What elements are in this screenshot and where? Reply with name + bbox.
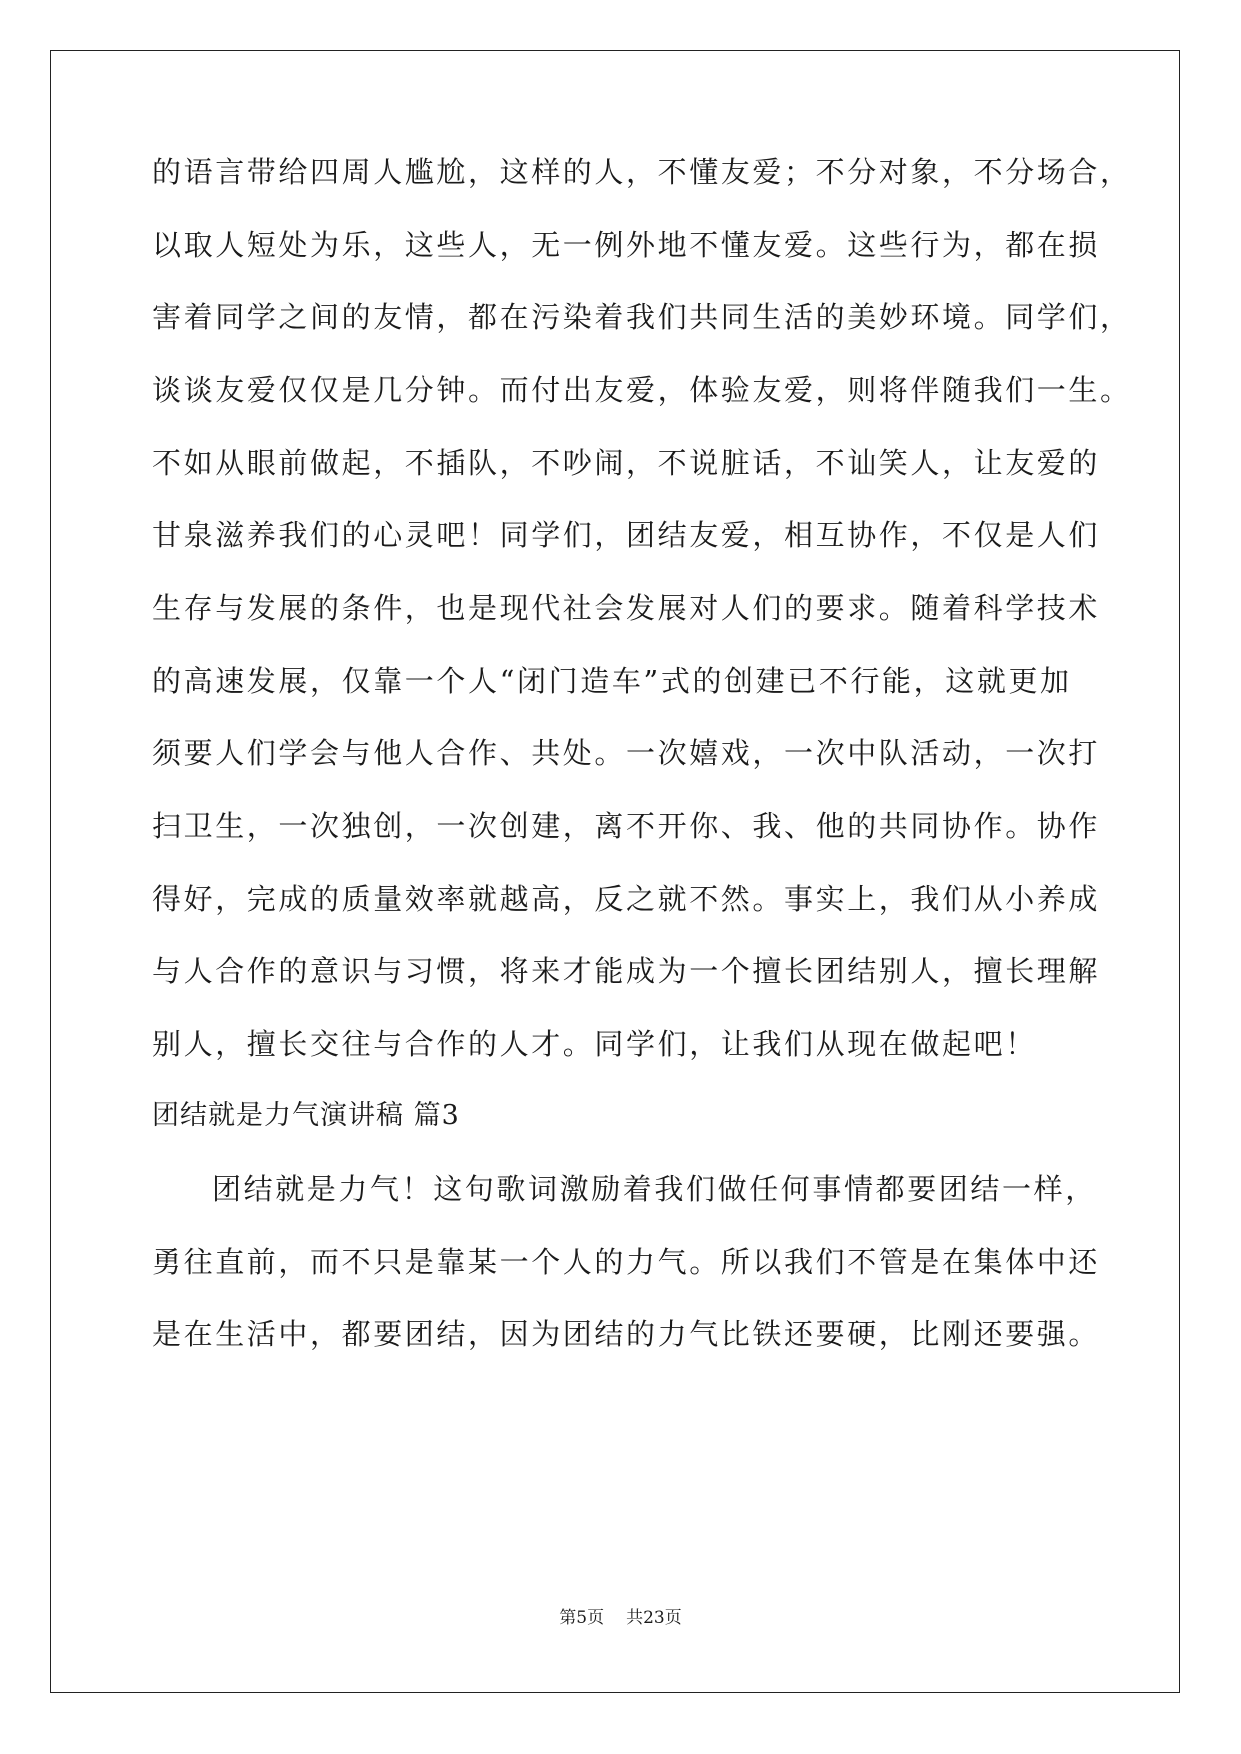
paragraph-line: 不如从眼前做起，不插队，不吵闹，不说脏话，不讪笑人，让友爱的 xyxy=(152,446,1101,480)
section-heading: 团结就是力气演讲稿 篇3 xyxy=(152,1100,460,1131)
paragraph-line: 须要人们学会与他人合作、共处。一次嬉戏，一次中队活动，一次打 xyxy=(152,736,1101,770)
paragraph-line: 与人合作的意识与习惯，将来才能成为一个擅长团结别人，擅长理解 xyxy=(152,954,1101,988)
paragraph-line: 得好，完成的质量效率就越高，反之就不然。事实上，我们从小养成 xyxy=(152,882,1101,916)
paragraph-line: 谈谈友爱仅仅是几分钟。而付出友爱，体验友爱，则将伴随我们一生。 xyxy=(152,373,1132,407)
page-number: 第5页 xyxy=(559,1608,605,1628)
paragraph-line: 甘泉滋养我们的心灵吧！同学们，团结友爱，相互协作，不仅是人们 xyxy=(152,518,1101,552)
paragraph-line: 以取人短处为乐，这些人，无一例外地不懂友爱。这些行为，都在损 xyxy=(152,228,1101,262)
paragraph-line: 的语言带给四周人尴尬，这样的人，不懂友爱；不分对象，不分场合， xyxy=(152,155,1132,189)
paragraph-line: 的高速发展，仅靠一个人“闭门造车”式的创建已不行能，这就更加 xyxy=(152,664,1072,698)
paragraph-line: 害着同学之间的友情，都在污染着我们共同生活的美妙环境。同学们， xyxy=(152,300,1132,334)
page-footer xyxy=(0,1610,1241,1627)
paragraph-line: 生存与发展的条件，也是现代社会发展对人们的要求。随着科学技术 xyxy=(152,591,1101,625)
page-total: 共23页 xyxy=(626,1608,682,1628)
page-frame xyxy=(50,50,1180,1693)
paragraph-line: 别人，擅长交往与合作的人才。同学们，让我们从现在做起吧！ xyxy=(152,1027,1037,1061)
paragraph-line: 勇往直前，而不只是靠某一个人的力气。所以我们不管是在集体中还 xyxy=(152,1245,1101,1279)
paragraph-line: 是在生活中，都要团结，因为团结的力气比铁还要硬，比刚还要强。 xyxy=(152,1317,1101,1351)
paragraph-line: 团结就是力气！这句歌词激励着我们做任何事情都要团结一样， xyxy=(212,1172,1097,1206)
paragraph-line: 扫卫生，一次独创，一次创建，离不开你、我、他的共同协作。协作 xyxy=(152,809,1101,843)
